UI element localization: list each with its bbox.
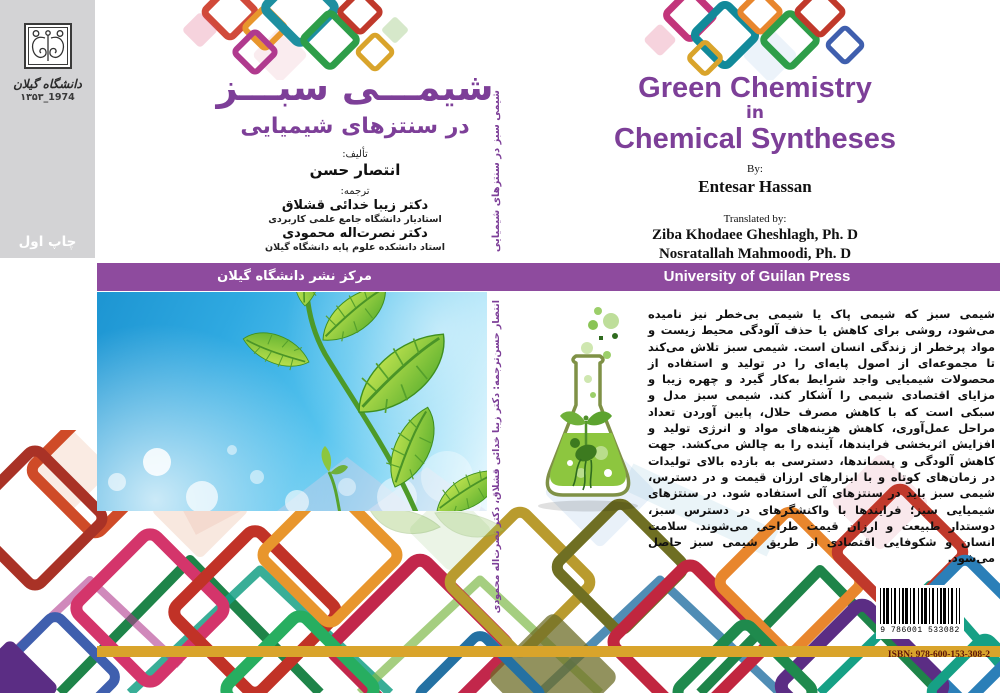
barcode-digits: 9 786001 533082 <box>880 626 960 635</box>
book-title-fa-line1: شیمـــی سبـــز <box>216 66 494 109</box>
book-title-en-line3: Chemical Syntheses <box>613 123 897 155</box>
book-title-en-line2: in <box>746 103 764 123</box>
translator1-affiliation: استادیار دانشگاه جامع علمی کاربردی <box>268 214 442 225</box>
spine-title: شیمی سبز در سنتزهای شیمیایی <box>491 90 502 253</box>
top-decoration-right <box>630 0 880 80</box>
back-cover-summary: شیمی سبز که شیمی پاک یا شیمی بی‌خطر نیز نامیده می‌شود، روشی برای کاهش یا حذف آلودگی محیط زیست و مواد پرخطر از زندگی انسان است. شیمی سبز تلاش می‌کند تا مجموعه‌ای از اصول پایه‌ای را در تولید و استفاده از محصولات شیمیایی واجد شرایط به‌کار گیرد و چهره زیبا و مزایای اقتصادی شیمی را آشکار کند. شیمی سبز مدل و سبکی است که با کاهش مصرف حلال، پایین آوردن تعداد مراحل عمل‌آوری، کاهش هزینه‌های مواد و انرژی تولید و افزایش اثربخشی فرایندها، آینده را به چالش می‌کشد. جهت کاهش آلودگی و پسماندها، دسترسی به بازده بالای تولیدات در زمان‌های کوتاه و با ابزارهای ارزان قیمت و در دسترس، شیمی سبز باید در سنتزهای آلی استفاده شود. در سنتزهای شیمیایی سبز؛ فرایندها با واکنشگرهای در دسترس سبز، دوستدار طبیعت و ارزان قیمت طراحی می‌شوند. سلامت انسان و شکوفایی اقتصادی از طریق شیمی سبز حاصل می‌شود. <box>648 307 995 566</box>
isbn-number: ISBN: 978-600-153-308-2 <box>887 650 990 660</box>
cover-flap-strip <box>0 0 95 258</box>
translator2-name-en: Nosratallah Mahmoodi, Ph. D <box>658 246 852 262</box>
by-label: By: <box>747 163 763 175</box>
author-name-fa: انتصار حسن <box>309 161 401 179</box>
leaf-sky-photo <box>97 292 487 511</box>
edition-badge: چاپ اول <box>18 234 77 250</box>
university-name: دانشگاه گیلان <box>13 77 82 91</box>
flask-icon <box>523 303 653 535</box>
spine-translators: ترجمه: دکتر زیبا خدائی قشلاق، دکتر نصرت‌اله محمودی <box>491 357 502 614</box>
front-cover-english <box>605 72 905 263</box>
barcode-bars <box>880 588 960 624</box>
publisher-band <box>97 263 1000 291</box>
spine-author: انتصار حسن <box>491 300 502 358</box>
author-label-fa: تألیف: <box>342 149 368 160</box>
university-logo <box>0 0 95 103</box>
leaf-artwork <box>97 292 487 511</box>
publisher-name-fa: مرکز نشر دانشگاه گیلان <box>217 269 372 284</box>
translator2-affiliation: استاد دانشکده علوم پایه دانشگاه گیلان <box>265 242 445 253</box>
front-cover-farsi <box>205 66 505 253</box>
publisher-name-en: University of Guilan Press <box>663 268 851 285</box>
leaf-reflection-decoration <box>340 505 510 550</box>
translators-label-fa: ترجمه: <box>340 186 370 197</box>
barcode <box>876 585 964 639</box>
translator2-name-fa: دکتر نصرت‌اله محمودی <box>282 226 428 241</box>
book-title-fa-line2: در سنتزهای شیمیایی <box>240 114 470 139</box>
spine-credits <box>490 300 504 614</box>
book-title-en-line1: Green Chemistry <box>638 72 872 104</box>
university-founding-years: ۱۳۵۳_1974 <box>20 92 75 103</box>
translator1-name-en: Ziba Khodaee Gheshlagh, Ph. D <box>652 227 858 243</box>
university-emblem-icon <box>23 22 73 70</box>
translated-by-label: Translated by: <box>723 213 787 225</box>
author-name-en: Entesar Hassan <box>698 177 812 196</box>
translator1-name-fa: دکتر زیبا خدائی قشلاق <box>281 198 429 213</box>
isbn-band <box>97 646 1000 660</box>
